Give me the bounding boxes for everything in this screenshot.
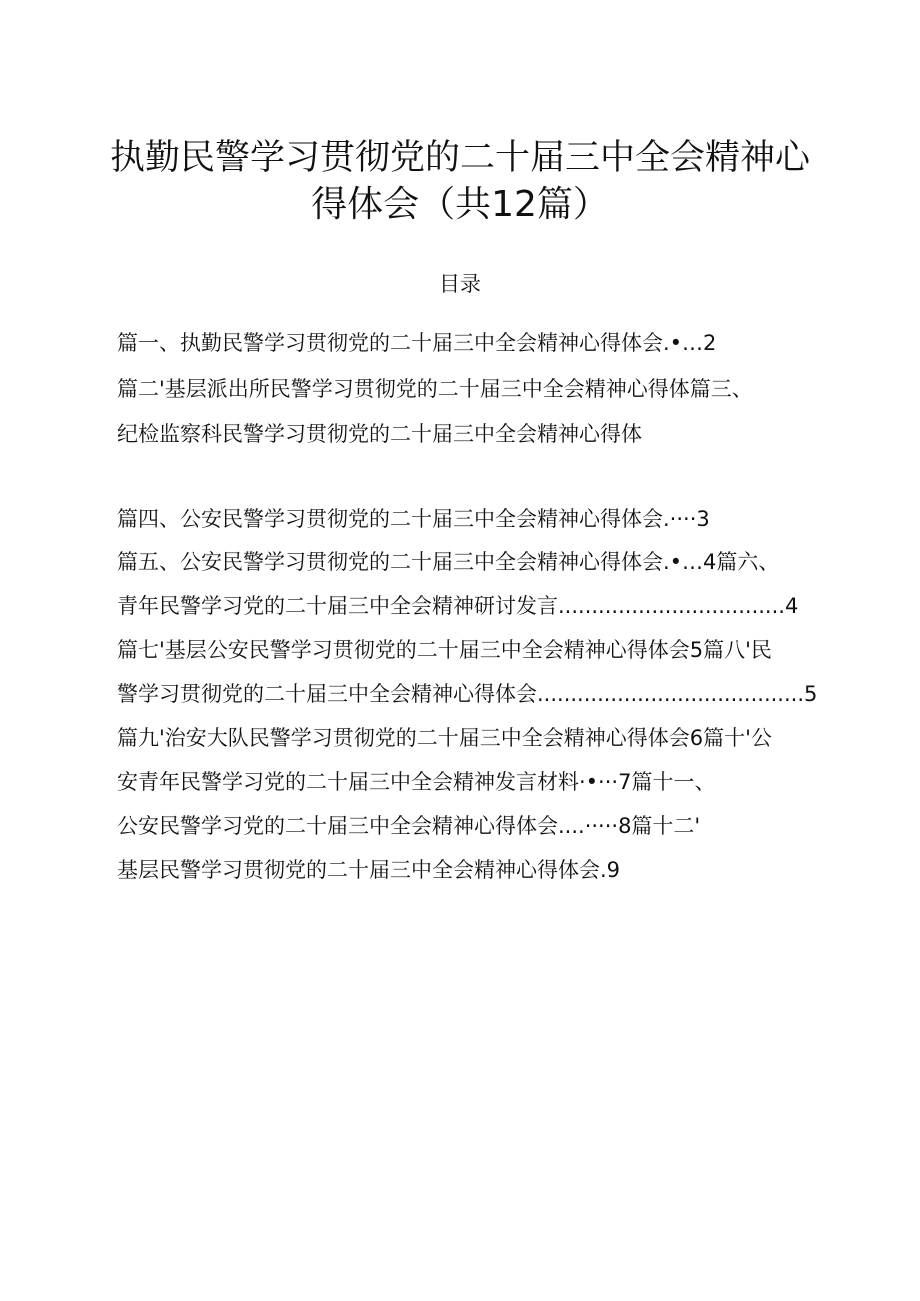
toc-entry: 青年民警学习党的二十届三中全会精神研讨发言..................................4 [117,594,799,618]
toc-entry: 篇九'治安大队民警学习贯彻党的二十届三中全会精神心得体会6篇十'公 [117,726,772,750]
toc-entry: 篇一、执勤民警学习贯彻党的二十届三中全会精神心得体会.•…2 [117,331,717,355]
toc-entry: 公安民警学习党的二十届三中全会精神心得体会....·····8篇十二' [117,814,701,838]
toc-entry: 警学习贯彻党的二十届三中全会精神心得体会........................................5 [117,682,818,706]
toc-entry: 篇二'基层派出所民警学习贯彻党的二十届三中全会精神心得体篇三、 [117,377,753,401]
toc-entry: 篇四、公安民警学习贯彻党的二十届三中全会精神心得体会.····3 [117,507,710,531]
document-title-line-2: 得体会（共12篇） [311,184,609,225]
toc-heading: 目录 [439,272,481,296]
toc-entry: 篇七'基层公安民警学习贯彻党的二十届三中全会精神心得体会5篇八'民 [117,638,772,662]
toc-entry: 安青年民警学习党的二十届三中全会精神发言材料·•···7篇十一、 [117,770,716,794]
document-title-line-1: 执勤民警学习贯彻党的二十届三中全会精神心 [110,138,811,178]
toc-entry: 纪检监察科民警学习贯彻党的二十届三中全会精神心得体 [117,422,642,446]
toc-entry: 基层民警学习贯彻党的二十届三中全会精神心得体会.9 [117,858,621,882]
toc-entry: 篇五、公安民警学习贯彻党的二十届三中全会精神心得体会.•…4篇六、 [117,550,780,574]
